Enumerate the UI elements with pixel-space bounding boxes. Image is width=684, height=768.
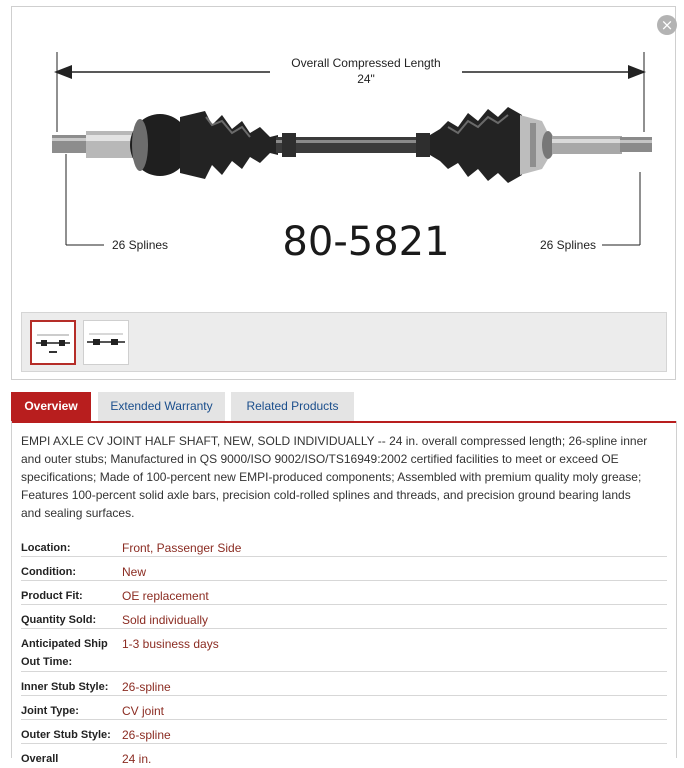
spec-label: Anticipated Ship Out Time: (21, 638, 108, 668)
part-number: 80-5821 (282, 219, 450, 265)
spec-value: Sold individually (122, 613, 209, 627)
spec-row-outer-stub (21, 720, 667, 744)
description-line: Features 100-percent solid axle bars, precision cold-rolled splines and threads, and precision ground bearing lands (21, 488, 631, 502)
dimension-label: Overall Compressed Length (291, 56, 441, 70)
dimension-value: 24" (357, 72, 375, 86)
spec-value: CV joint (122, 704, 165, 718)
description-line: specifications; Made of 100-percent new EMPI-produced components; Assembled with premium quality moly grease; (21, 470, 642, 484)
spec-label: Overall (21, 753, 59, 765)
tab-overview[interactable]: Overview (11, 392, 91, 421)
spec-table (21, 533, 667, 767)
close-icon[interactable]: × (657, 15, 677, 35)
spec-label: Product Fit: (21, 590, 83, 602)
description-line: and outer stubs; Manufactured in QS 9000/ISO 9002/ISO/TS16949:2002 certified facilities to meet or exceed OE (21, 452, 619, 466)
spec-row-condition (21, 557, 667, 581)
right-stub (552, 136, 622, 154)
spec-row-overall (21, 744, 667, 767)
product-description (21, 432, 666, 522)
product-image-gallery (11, 6, 676, 380)
spec-value: New (122, 565, 147, 579)
arrow-head-right (628, 65, 646, 79)
description-line: EMPI AXLE CV JOINT HALF SHAFT, NEW, SOLD INDIVIDUALLY -- 24 in. overall compressed length; 26-spline inner (21, 434, 648, 448)
thumbnail-strip (21, 312, 667, 372)
spec-label: Joint Type: (21, 705, 79, 717)
spec-label: Condition: (21, 566, 76, 578)
tab-extended-warranty[interactable]: Extended Warranty (98, 392, 225, 421)
spec-row-product-fit (21, 581, 667, 605)
spec-row-location (21, 533, 667, 557)
spec-row-joint-type (21, 696, 667, 720)
axle-shaft (276, 137, 436, 153)
spec-value: 26-spline (122, 728, 171, 742)
spec-row-inner-stub (21, 672, 667, 696)
spec-row-ship-time (21, 629, 667, 672)
description-line: and sealing surfaces. (21, 506, 135, 520)
left-cv-boot (180, 111, 278, 179)
tab-related-products[interactable]: Related Products (231, 392, 354, 421)
left-stub (52, 135, 90, 153)
spec-label: Quantity Sold: (21, 614, 97, 626)
spec-label: Inner Stub Style: (21, 681, 109, 693)
left-splines-label: 26 Splines (112, 238, 169, 252)
spec-value: Front, Passenger Side (122, 541, 242, 555)
right-splines-label: 26 Splines (539, 238, 596, 252)
cv-axle-diagram (30, 17, 660, 299)
spec-label: Location: (21, 542, 71, 554)
spec-value: OE replacement (122, 589, 209, 603)
spec-label: Outer Stub Style: (21, 729, 111, 741)
thumbnail-image (84, 321, 128, 364)
product-tabs (11, 392, 677, 423)
spec-value: 1-3 business days (122, 637, 219, 651)
overview-panel (11, 421, 677, 766)
spec-row-quantity-sold (21, 605, 667, 629)
cv-axle-photo-thumbnail[interactable] (83, 320, 129, 365)
cv-axle-diagram-thumbnail[interactable] (30, 320, 76, 365)
spec-value: 26-spline (122, 680, 171, 694)
thumbnail-image (32, 322, 74, 363)
spec-value: 24 in. (122, 752, 152, 766)
right-cv-boot (430, 107, 522, 183)
